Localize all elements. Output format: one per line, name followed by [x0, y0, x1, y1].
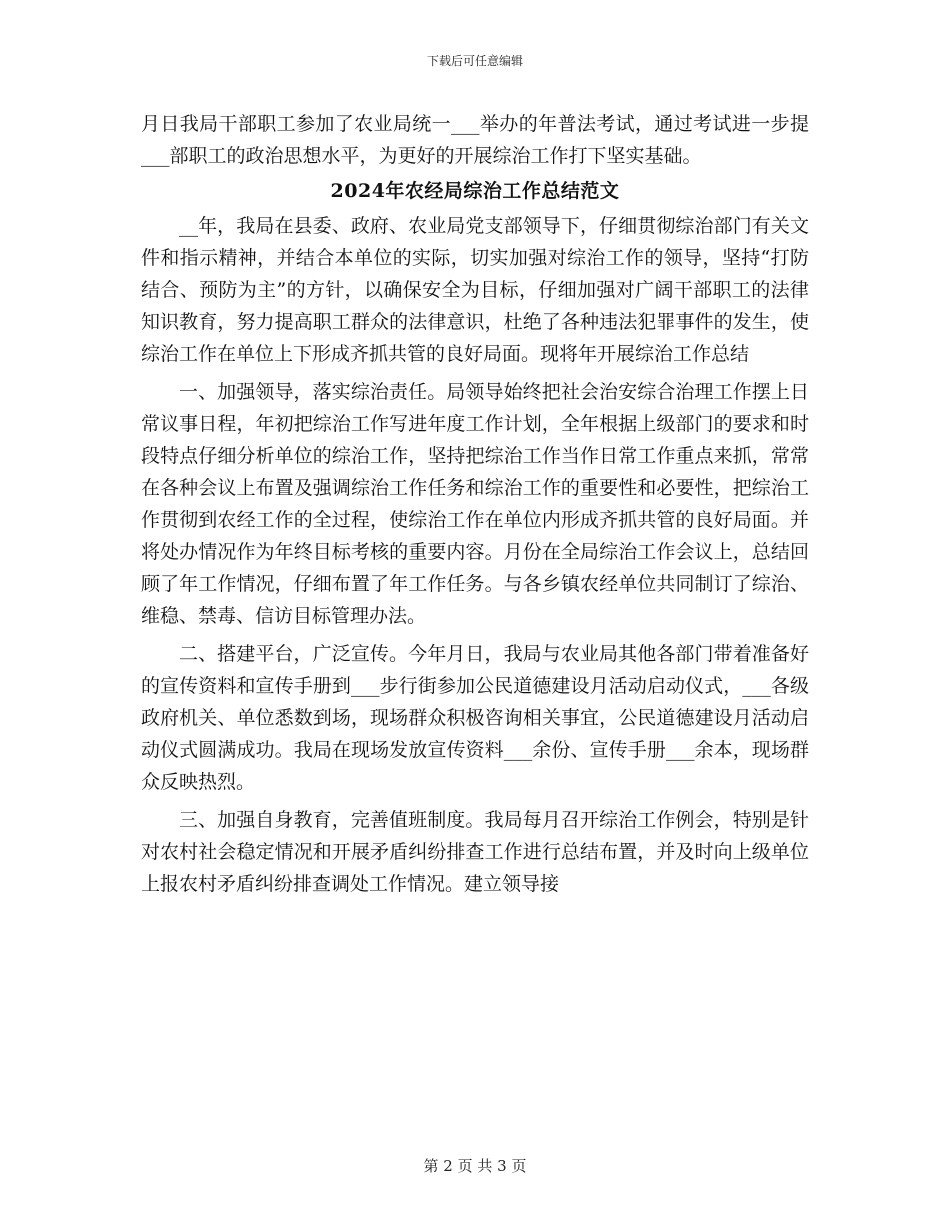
page-footer: 第 2 页 共 3 页 — [423, 1157, 527, 1175]
paragraph-section-2: 二、搭建平台，广泛宣传。今年月日，我局与农业局其他各部门带着准备好的宣传资料和宣传手册到___步行街参加公民道德建设月活动启动仪式，___各级政府机关、单位悉数到场，现场群众积极咨询相关事宜，公民道德建设月活动启动仪式圆满成功。我局在现场发放宣传资料___余份、宣传手册___余本，现场群众反映热烈。 — [141, 643, 809, 793]
paragraph-section-1: 一、加强领导，落实综治责任。局领导始终把社会治安综合治理工作摆上日常议事日程，年初把综治工作写进年度工作计划，全年根据上级部门的要求和时段特点仔细分析单位的综治工作，坚持把综治工作当作日常工作重点来抓，常常在各种会议上布置及强调综治工作任务和综治工作的重要性和必要性，把综治工作贯彻到农经工作的全过程，使综治工作在单位内形成齐抓共管的良好局面。并将处办情况作为年终目标考核的重要内容。月份在全局综治工作会议上，总结回顾了年工作情况，仔细布置了年工作任务。与各乡镇农经单位共同制订了综治、维稳、禁毒、信访目标管理办法。 — [141, 381, 809, 627]
document-body — [141, 108, 809, 900]
paragraph-opening: __年，我局在县委、政府、农业局党支部领导下，仔细贯彻综治部门有关文件和指示精神，并结合本单位的实际，切实加强对综治工作的领导，坚持“打防结合、预防为主”的方针，以确保安全为目标，仔细加强对广阔干部职工的法律知识教育，努力提高职工群众的法律意识，杜绝了各种违法犯罪事件的发生，使综治工作在单位上下形成齐抓共管的良好局面。现将年开展综治工作总结 — [141, 215, 809, 365]
page-header: 下载后可任意编辑 — [426, 54, 523, 68]
intro-paragraph: 月日我局干部职工参加了农业局统一___举办的年普法考试，通过考试进一步提___部职工的政治思想水平，为更好的开展综治工作打下坚实基础。 — [141, 113, 809, 167]
paragraph-section-3: 三、加强自身教育，完善值班制度。我局每月召开综治工作例会，特别是针对农村社会稳定情况和开展矛盾纠纷排查工作进行总结布置，并及时向上级单位上报农村矛盾纠纷排查调处工作情况。建立领导接 — [141, 809, 809, 895]
document-title: 2024年农经局综治工作总结范文 — [330, 180, 620, 202]
